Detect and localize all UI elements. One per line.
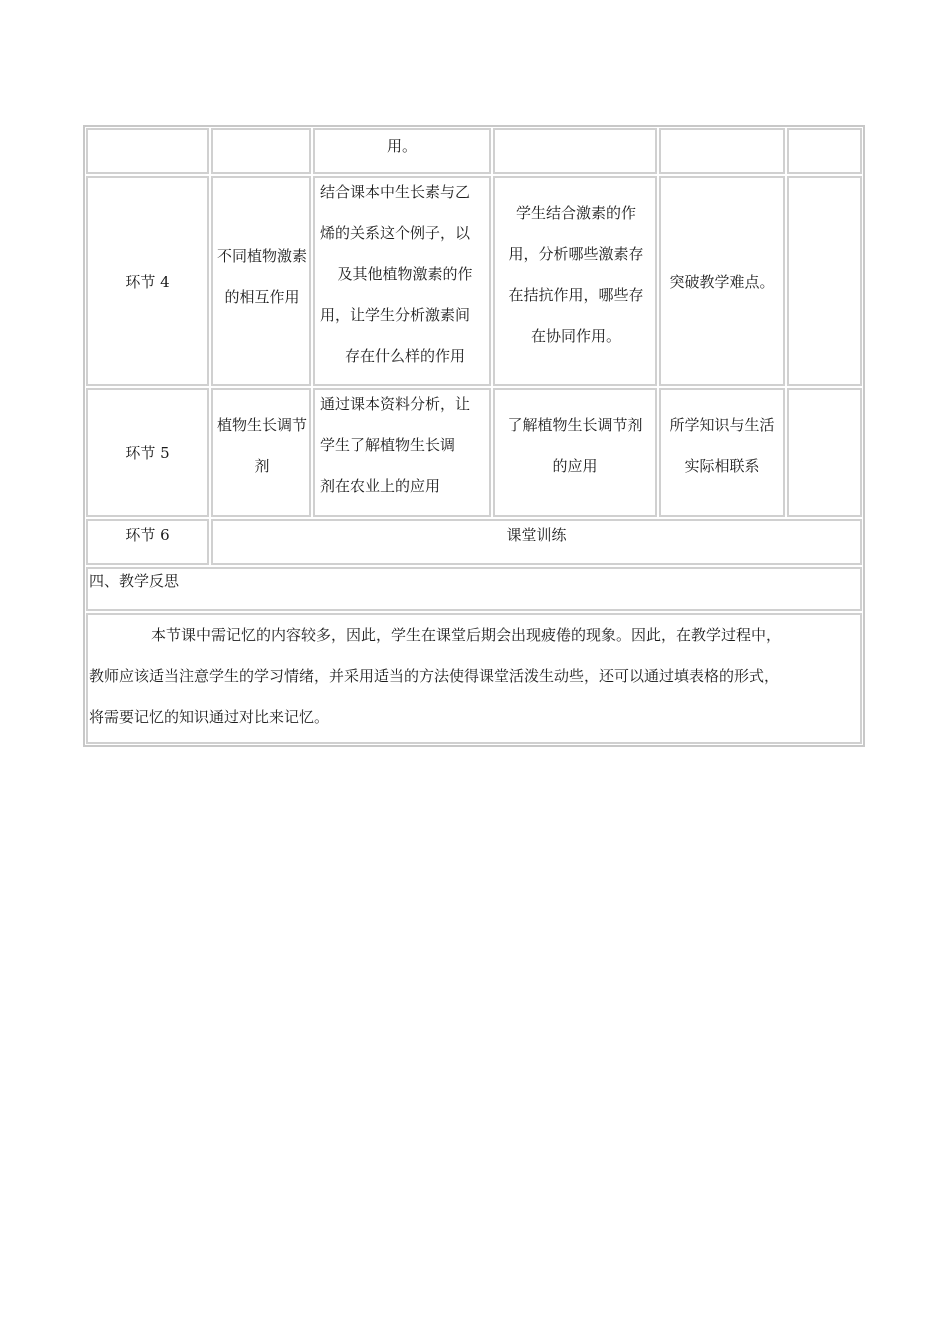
row6-label-cell — [86, 519, 209, 565]
row4-teacher-line: 结合课本中生长素与乙 — [320, 183, 471, 201]
row4-topic-line2: 的相互作用 — [224, 288, 300, 306]
row5-extra-cell — [787, 388, 862, 517]
reflection-body-cell — [86, 613, 862, 744]
row-continued-extra-cell — [787, 128, 862, 174]
continued-text: 用。 — [386, 137, 417, 155]
row-continued-topic-cell — [211, 128, 311, 174]
row4-teacher-line: 及其他植物激素的作 — [337, 265, 473, 283]
row5-topic-cell — [211, 388, 311, 517]
row4-topic-cell — [211, 176, 311, 386]
row4-student-cell — [493, 176, 657, 386]
row5-student-line1: 了解植物生长调节剂 — [507, 416, 643, 434]
row4-student-line: 在协同作用。 — [530, 327, 621, 345]
row6-content-cell — [211, 519, 862, 565]
row4-extra-cell — [787, 176, 862, 386]
reflection-line: 将需要记忆的知识通过对比来记忆。 — [89, 708, 330, 726]
row6-content: 课堂训练 — [506, 526, 567, 544]
row5-label: 环节 5 — [125, 444, 170, 462]
row5-topic-line1: 植物生长调节 — [216, 416, 307, 434]
row6-label: 环节 6 — [125, 526, 170, 544]
row-continued-teacher-cell — [313, 128, 491, 174]
row5-intent-line2: 实际相联系 — [684, 457, 760, 475]
row4-intent-cell — [659, 176, 785, 386]
row5-teacher-cell — [313, 388, 491, 517]
row5-teacher-line: 通过课本资料分析，让 — [320, 395, 471, 413]
row4-intent: 突破教学难点。 — [669, 272, 775, 291]
reflection-line: 教师应该适当注意学生的学习情绪，并采用适当的方法使得课堂活泼生动些，还可以通过填表格的形式， — [89, 667, 780, 685]
row4-student-line: 用，分析哪些激素存 — [508, 245, 644, 263]
row4-student-line: 学生结合激素的作 — [515, 204, 636, 222]
row5-teacher-line: 剂在农业上的应用 — [320, 477, 441, 495]
row4-teacher-cell — [313, 176, 491, 386]
row4-student-line: 在拮抗作用，哪些存 — [508, 286, 644, 304]
row4-label: 环节 4 — [125, 272, 170, 291]
row-continued-intent-cell — [659, 128, 785, 174]
row-continued-label-cell — [86, 128, 209, 174]
row5-intent-cell — [659, 388, 785, 517]
row5-student-cell — [493, 388, 657, 517]
row4-teacher-line: 存在什么样的作用 — [344, 347, 465, 365]
row-continued-student-cell — [493, 128, 657, 174]
row4-teacher-line: 烯的关系这个例子，以 — [320, 224, 471, 242]
row5-label-cell — [86, 388, 209, 517]
reflection-heading: 四、教学反思 — [89, 572, 180, 590]
row5-intent-line1: 所学知识与生活 — [669, 416, 775, 434]
row4-topic-line1: 不同植物激素 — [216, 247, 307, 265]
row5-topic-line2: 剂 — [254, 457, 270, 475]
reflection-heading-cell — [86, 567, 862, 611]
row4-label-cell — [86, 176, 209, 386]
row4-teacher-line: 用，让学生分析激素间 — [320, 306, 471, 324]
reflection-line: 本节课中需记忆的内容较多，因此，学生在课堂后期会出现疲倦的现象。因此，在教学过程中， — [151, 626, 782, 644]
row5-teacher-line: 学生了解植物生长调 — [320, 436, 456, 454]
row5-student-line2: 的应用 — [552, 457, 598, 475]
